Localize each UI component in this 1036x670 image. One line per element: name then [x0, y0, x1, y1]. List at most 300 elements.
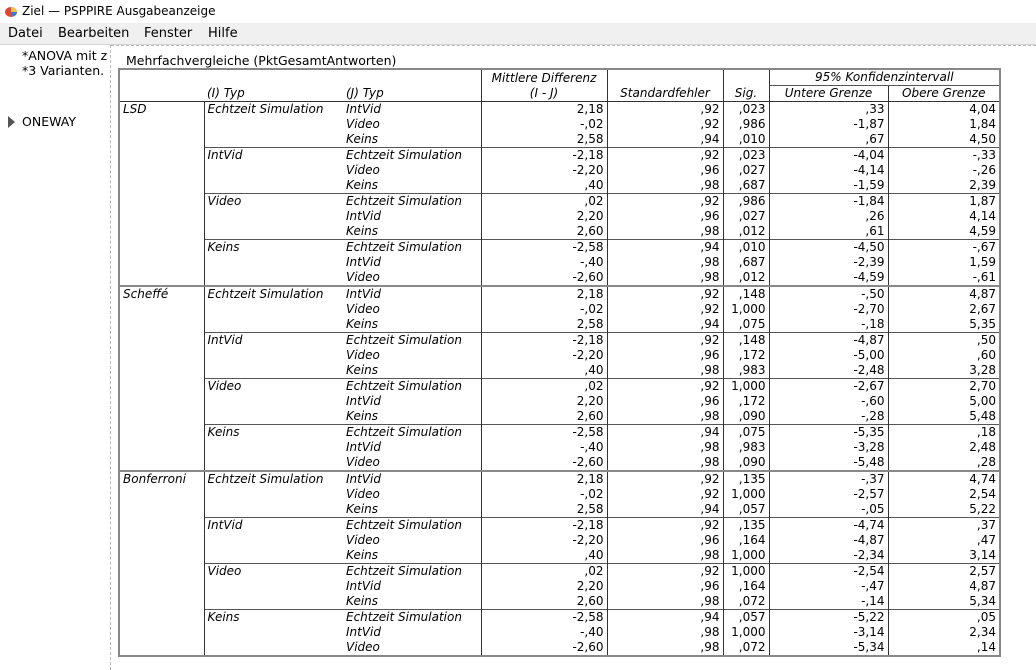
mean-diff-cell: -2,58	[481, 610, 607, 626]
i-typ-cell	[204, 132, 343, 148]
method-cell	[119, 132, 204, 148]
method-cell	[119, 640, 204, 656]
ci-lower-cell: -,47	[769, 579, 888, 594]
i-typ-cell: Video	[204, 379, 343, 395]
table-row	[119, 240, 1000, 256]
ci-lower-cell: ,33	[769, 102, 888, 118]
sig-cell: ,057	[723, 502, 769, 518]
mean-diff-cell: -,40	[481, 440, 607, 455]
expand-triangle-icon[interactable]	[8, 116, 15, 128]
ci-lower-cell: -4,74	[769, 518, 888, 534]
method-cell	[119, 610, 204, 626]
mean-diff-cell: 2,58	[481, 317, 607, 333]
sig-cell: 1,000	[723, 487, 769, 502]
menu-fenster[interactable]: Fenster	[144, 26, 193, 41]
ci-lower-cell: -2,54	[769, 564, 888, 580]
mean-diff-cell: -2,18	[481, 518, 607, 534]
mean-diff-cell: -2,58	[481, 425, 607, 441]
std-err-cell: ,96	[607, 579, 723, 594]
std-err-cell: ,92	[607, 102, 723, 118]
ci-upper-cell: 2,48	[888, 440, 1000, 455]
ci-upper-cell: ,14	[888, 640, 1000, 656]
method-cell	[119, 224, 204, 240]
mean-diff-cell: ,02	[481, 194, 607, 210]
window-title: Ziel — PSPPIRE Ausgabeanzeige	[22, 4, 216, 18]
mean-diff-cell: -2,20	[481, 163, 607, 178]
ci-upper-cell: 5,00	[888, 394, 1000, 409]
method-cell	[119, 379, 204, 395]
j-typ-cell: IntVid	[343, 286, 481, 302]
pane-divider[interactable]	[110, 45, 111, 670]
sig-cell: ,164	[723, 579, 769, 594]
mean-diff-cell: -,40	[481, 255, 607, 270]
j-typ-cell: IntVid	[343, 471, 481, 487]
mean-diff-cell: -,40	[481, 625, 607, 640]
mean-diff-cell: 2,20	[481, 394, 607, 409]
sig-cell: ,057	[723, 610, 769, 626]
j-typ-cell: IntVid	[346, 102, 382, 116]
j-typ-cell: IntVid	[346, 209, 382, 223]
ci-upper-cell: ,50	[888, 333, 1000, 349]
mean-diff-cell: ,02	[481, 379, 607, 395]
header-mean-diff-sub: (I - J)	[481, 86, 607, 102]
std-err-cell: ,92	[607, 194, 723, 210]
j-typ-cell: Echtzeit Simulation	[343, 194, 481, 210]
ci-upper-cell: ,18	[888, 425, 1000, 441]
method-cell: Bonferroni	[119, 471, 204, 487]
std-err-cell: ,92	[607, 564, 723, 580]
table-row	[119, 487, 1000, 502]
method-cell	[119, 117, 204, 132]
mean-diff-cell: -2,60	[481, 455, 607, 471]
ci-lower-cell: -,18	[769, 317, 888, 333]
multiple-comparisons-table	[118, 68, 1001, 657]
ci-upper-cell: 2,67	[888, 302, 1000, 317]
std-err-cell: ,98	[607, 625, 723, 640]
j-typ-cell: IntVid	[346, 255, 382, 269]
ci-lower-cell: -,05	[769, 502, 888, 518]
std-err-cell: ,98	[607, 255, 723, 270]
i-typ-cell: Echtzeit Simulation	[204, 286, 343, 302]
mean-diff-cell: 2,18	[481, 471, 607, 487]
i-typ-cell: Video	[204, 564, 343, 580]
mean-diff-cell: -2,60	[481, 640, 607, 656]
method-cell: LSD	[119, 102, 204, 118]
method-cell	[119, 163, 204, 178]
j-typ-cell: Keins	[346, 548, 379, 562]
method-cell	[119, 425, 204, 441]
method-cell	[119, 502, 204, 518]
method-cell	[119, 533, 204, 548]
ci-lower-cell: -1,87	[769, 117, 888, 132]
j-typ-cell: Keins	[346, 502, 379, 516]
table-row	[119, 102, 1000, 118]
table-row	[119, 455, 1000, 471]
ci-upper-cell: 4,14	[888, 209, 1000, 224]
std-err-cell: ,98	[607, 455, 723, 471]
std-err-cell: ,94	[607, 502, 723, 518]
j-typ-cell: Keins	[346, 224, 379, 238]
j-typ-cell: IntVid	[346, 579, 382, 593]
method-cell	[119, 194, 204, 210]
table-row	[119, 363, 1000, 379]
table-row	[119, 579, 1000, 594]
sig-cell: ,010	[723, 240, 769, 256]
ci-lower-cell: ,26	[769, 209, 888, 224]
std-err-cell: ,92	[607, 117, 723, 132]
mean-diff-cell: -2,18	[481, 148, 607, 164]
mean-diff-cell: 2,58	[481, 502, 607, 518]
std-err-cell: ,94	[607, 317, 723, 333]
j-typ-cell: Keins	[346, 363, 379, 377]
mean-diff-cell: -2,20	[481, 348, 607, 363]
j-typ-cell: Video	[346, 117, 380, 131]
i-typ-cell	[204, 548, 343, 564]
ci-lower-cell: -3,28	[769, 440, 888, 455]
mean-diff-cell: -2,18	[481, 333, 607, 349]
ci-upper-cell: 1,84	[888, 117, 1000, 132]
ci-lower-cell: -,37	[769, 471, 888, 487]
ci-lower-cell: -4,87	[769, 333, 888, 349]
ci-upper-cell: 4,74	[888, 471, 1000, 487]
sig-cell: ,072	[723, 640, 769, 656]
output-table-container	[118, 68, 999, 657]
std-err-cell: ,98	[607, 409, 723, 425]
std-err-cell: ,92	[607, 302, 723, 317]
table-row	[119, 148, 1000, 164]
j-typ-cell: Video	[346, 302, 380, 316]
output-top-border	[111, 45, 1036, 46]
sig-cell: ,687	[723, 178, 769, 194]
ci-lower-cell: -5,48	[769, 455, 888, 471]
i-typ-cell: IntVid	[204, 148, 343, 164]
j-typ-cell: Echtzeit Simulation	[343, 610, 481, 626]
outline-note[interactable]: *3 Varianten.	[22, 63, 105, 78]
table-row	[119, 610, 1000, 626]
ci-lower-cell: -4,50	[769, 240, 888, 256]
j-typ-cell: Video	[346, 455, 380, 469]
std-err-cell: ,92	[607, 487, 723, 502]
ci-lower-cell: -4,04	[769, 148, 888, 164]
std-err-cell: ,96	[607, 209, 723, 224]
ci-upper-cell: ,37	[888, 518, 1000, 534]
sig-cell: ,687	[723, 255, 769, 270]
header-ci: 95% Konfidenzintervall	[769, 69, 1000, 86]
header-sig: Sig.	[723, 86, 769, 102]
mean-diff-cell: -2,20	[481, 533, 607, 548]
ci-lower-cell: -,28	[769, 409, 888, 425]
sig-cell: ,164	[723, 533, 769, 548]
table-row	[119, 548, 1000, 564]
j-typ-cell: Keins	[346, 594, 379, 608]
j-typ-cell: Keins	[346, 178, 379, 192]
ci-lower-cell: -4,59	[769, 270, 888, 286]
table-row	[119, 440, 1000, 455]
std-err-cell: ,98	[607, 178, 723, 194]
table-row	[119, 518, 1000, 534]
mean-diff-cell: 2,20	[481, 579, 607, 594]
sig-cell: 1,000	[723, 548, 769, 564]
method-cell	[119, 270, 204, 286]
mean-diff-cell: -2,58	[481, 240, 607, 256]
mean-diff-cell: -,02	[481, 302, 607, 317]
table-row	[119, 425, 1000, 441]
header-std-err: Standardfehler	[607, 86, 723, 102]
mean-diff-cell: 2,60	[481, 594, 607, 610]
method-cell	[119, 594, 204, 610]
ci-lower-cell: ,61	[769, 224, 888, 240]
ci-lower-cell: -5,00	[769, 348, 888, 363]
sig-cell: ,012	[723, 224, 769, 240]
i-typ-cell	[204, 255, 343, 270]
table-row	[119, 394, 1000, 409]
ci-upper-cell: 2,39	[888, 178, 1000, 194]
method-cell	[119, 255, 204, 270]
table-row	[119, 594, 1000, 610]
table-row	[119, 255, 1000, 270]
i-typ-cell: Keins	[204, 240, 343, 256]
std-err-cell: ,98	[607, 270, 723, 286]
table-row	[119, 209, 1000, 224]
sig-cell: ,983	[723, 440, 769, 455]
ci-lower-cell: -2,39	[769, 255, 888, 270]
method-cell: Scheffé	[119, 286, 204, 302]
method-cell	[119, 209, 204, 224]
mean-diff-cell: 2,60	[481, 224, 607, 240]
i-typ-cell: Keins	[204, 610, 343, 626]
method-cell	[119, 548, 204, 564]
sig-cell: ,023	[723, 102, 769, 118]
ci-lower-cell: -2,70	[769, 302, 888, 317]
sig-cell: ,010	[723, 132, 769, 148]
sig-cell: ,027	[723, 163, 769, 178]
ci-upper-cell: ,60	[888, 348, 1000, 363]
i-typ-cell	[204, 363, 343, 379]
j-typ-cell: Video	[346, 348, 380, 362]
ci-upper-cell: ,05	[888, 610, 1000, 626]
ci-lower-cell: -,14	[769, 594, 888, 610]
std-err-cell: ,92	[607, 379, 723, 395]
ci-upper-cell: 2,34	[888, 625, 1000, 640]
j-typ-cell: Echtzeit Simulation	[343, 379, 481, 395]
menu-hilfe[interactable]: Hilfe	[208, 26, 238, 41]
sig-cell: ,012	[723, 270, 769, 286]
std-err-cell: ,94	[607, 610, 723, 626]
i-typ-cell	[204, 163, 343, 178]
method-cell	[119, 240, 204, 256]
ci-upper-cell: 5,22	[888, 502, 1000, 518]
table-row	[119, 286, 1000, 302]
ci-upper-cell: 3,14	[888, 548, 1000, 564]
sig-cell: ,172	[723, 394, 769, 409]
i-typ-cell	[204, 270, 343, 286]
ci-upper-cell: 4,04	[888, 102, 1000, 118]
ci-upper-cell: 1,59	[888, 255, 1000, 270]
sig-cell: ,135	[723, 471, 769, 487]
ci-upper-cell: -,33	[888, 148, 1000, 164]
table-row	[119, 564, 1000, 580]
i-typ-cell: Echtzeit Simulation	[207, 102, 324, 116]
sig-cell: ,148	[723, 286, 769, 302]
table-row	[119, 471, 1000, 487]
method-cell	[119, 363, 204, 379]
method-cell	[119, 178, 204, 194]
ci-upper-cell: 2,70	[888, 379, 1000, 395]
std-err-cell: ,98	[607, 224, 723, 240]
std-err-cell: ,96	[607, 394, 723, 409]
ci-upper-cell: 5,35	[888, 317, 1000, 333]
sig-cell: ,027	[723, 209, 769, 224]
i-typ-cell	[204, 209, 343, 224]
ci-upper-cell: 4,87	[888, 286, 1000, 302]
title-bar	[0, 0, 1036, 23]
i-typ-cell: IntVid	[204, 333, 343, 349]
method-cell	[119, 148, 204, 164]
sig-cell: ,986	[723, 194, 769, 210]
ci-upper-cell: 2,57	[888, 564, 1000, 580]
table-row	[119, 409, 1000, 425]
table-row	[119, 178, 1000, 194]
std-err-cell: ,94	[607, 240, 723, 256]
i-typ-cell	[204, 640, 343, 656]
std-err-cell: ,92	[607, 148, 723, 164]
pspp-app-icon	[4, 4, 18, 18]
ci-upper-cell: 5,48	[888, 409, 1000, 425]
j-typ-cell: Keins	[346, 409, 379, 423]
table-body	[119, 102, 1000, 657]
method-cell	[119, 394, 204, 409]
ci-upper-cell: 4,87	[888, 579, 1000, 594]
ci-lower-cell: -2,34	[769, 548, 888, 564]
sig-cell: ,072	[723, 594, 769, 610]
table-row	[119, 317, 1000, 333]
std-err-cell: ,98	[607, 440, 723, 455]
sig-cell: ,986	[723, 117, 769, 132]
sig-cell: ,172	[723, 348, 769, 363]
std-err-cell: ,98	[607, 594, 723, 610]
sig-cell: ,090	[723, 455, 769, 471]
method-cell	[119, 625, 204, 640]
method-cell	[119, 317, 204, 333]
method-cell	[119, 487, 204, 502]
table-title: Mehrfachvergleiche (PktGesamtAntworten)	[126, 53, 397, 68]
i-typ-cell	[204, 440, 343, 455]
ci-lower-cell: -5,34	[769, 640, 888, 656]
i-typ-cell	[204, 502, 343, 518]
std-err-cell: ,92	[607, 471, 723, 487]
ci-lower-cell: -,50	[769, 286, 888, 302]
i-typ-cell	[204, 394, 343, 409]
ci-upper-cell: -,61	[888, 270, 1000, 286]
table-row	[119, 163, 1000, 178]
i-typ-cell	[204, 317, 343, 333]
i-typ-cell	[204, 455, 343, 471]
i-typ-cell	[204, 302, 343, 317]
table-row	[119, 533, 1000, 548]
menu-bearbeiten[interactable]: Bearbeiten	[58, 26, 130, 41]
j-typ-cell: Echtzeit Simulation	[343, 425, 481, 441]
std-err-cell: ,96	[607, 163, 723, 178]
mean-diff-cell: 2,18	[481, 286, 607, 302]
mean-diff-cell: -,02	[481, 117, 607, 132]
ci-lower-cell: -2,48	[769, 363, 888, 379]
std-err-cell: ,98	[607, 548, 723, 564]
ci-lower-cell: -1,59	[769, 178, 888, 194]
mean-diff-cell: ,40	[481, 178, 607, 194]
ci-upper-cell: 4,50	[888, 132, 1000, 148]
i-typ-cell	[204, 409, 343, 425]
ci-upper-cell: 5,34	[888, 594, 1000, 610]
j-typ-cell: Keins	[346, 132, 379, 146]
header-j-typ: (J) Typ	[346, 86, 384, 100]
header-mean-diff: Mittlere Differenz	[481, 69, 607, 86]
i-typ-cell	[204, 117, 343, 132]
sig-cell: 1,000	[723, 564, 769, 580]
method-cell	[119, 455, 204, 471]
header-ci-lower: Untere Grenze	[769, 86, 888, 102]
ci-lower-cell: ,67	[769, 132, 888, 148]
method-cell	[119, 564, 204, 580]
method-cell	[119, 333, 204, 349]
j-typ-cell: Echtzeit Simulation	[343, 148, 481, 164]
method-cell	[119, 409, 204, 425]
ci-upper-cell: 1,87	[888, 194, 1000, 210]
table-row	[119, 379, 1000, 395]
outline-item-oneway[interactable]: ONEWAY	[22, 114, 76, 129]
method-cell	[119, 348, 204, 363]
table-row	[119, 502, 1000, 518]
j-typ-cell: Echtzeit Simulation	[343, 564, 481, 580]
ci-lower-cell: -4,14	[769, 163, 888, 178]
sig-cell: 1,000	[723, 302, 769, 317]
header-i-typ: (I) Typ	[207, 86, 245, 100]
j-typ-cell: Video	[346, 640, 380, 654]
table-row	[119, 117, 1000, 132]
mean-diff-cell: -,02	[481, 487, 607, 502]
i-typ-cell	[204, 348, 343, 363]
mean-diff-cell: -2,60	[481, 270, 607, 286]
ci-upper-cell: -,67	[888, 240, 1000, 256]
table-row	[119, 302, 1000, 317]
ci-lower-cell: -2,57	[769, 487, 888, 502]
table-row	[119, 333, 1000, 349]
menu-datei[interactable]: Datei	[8, 26, 43, 41]
j-typ-cell: Video	[346, 270, 380, 284]
j-typ-cell: IntVid	[346, 394, 382, 408]
method-cell	[119, 518, 204, 534]
j-typ-cell: Echtzeit Simulation	[343, 518, 481, 534]
outline-pane[interactable]	[0, 45, 110, 670]
table-row	[119, 348, 1000, 363]
ci-upper-cell: ,28	[888, 455, 1000, 471]
i-typ-cell	[204, 487, 343, 502]
std-err-cell: ,96	[607, 348, 723, 363]
sig-cell: ,023	[723, 148, 769, 164]
sig-cell: ,983	[723, 363, 769, 379]
ci-lower-cell: -3,14	[769, 625, 888, 640]
method-cell	[119, 579, 204, 594]
sig-cell: ,135	[723, 518, 769, 534]
mean-diff-cell: ,40	[481, 363, 607, 379]
ci-lower-cell: -5,35	[769, 425, 888, 441]
i-typ-cell: Video	[204, 194, 343, 210]
j-typ-cell: Echtzeit Simulation	[343, 240, 481, 256]
table-row	[119, 224, 1000, 240]
j-typ-cell: Video	[346, 533, 380, 547]
outline-note[interactable]: *ANOVA mit z	[22, 48, 108, 63]
i-typ-cell: Echtzeit Simulation	[204, 471, 343, 487]
ci-upper-cell: -,26	[888, 163, 1000, 178]
